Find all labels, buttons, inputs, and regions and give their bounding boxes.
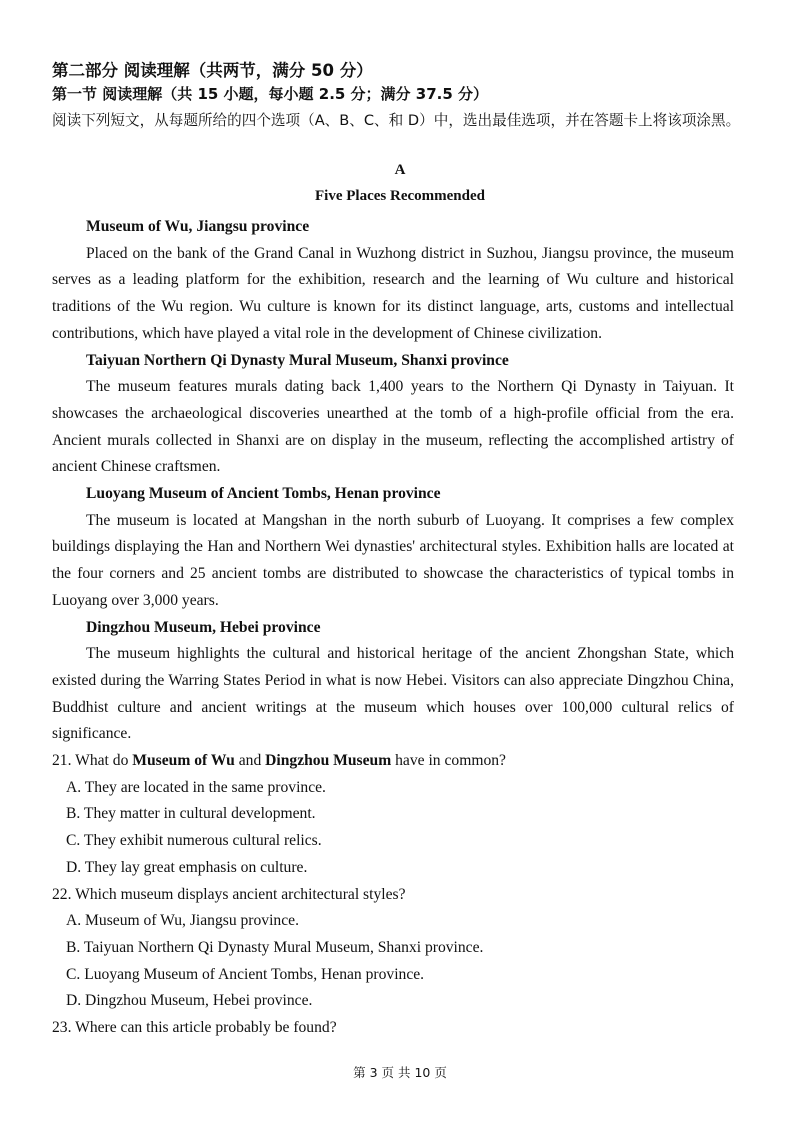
passage-body (52, 214, 734, 1042)
question-22-option-c: C. Luoyang Museum of Ancient Tombs, Henan province. (66, 965, 425, 983)
part-title: 第二部分 阅读理解（共两节，满分 50 分） (52, 61, 373, 80)
question-21-option-b: B. They matter in cultural development. (66, 805, 316, 823)
question-21-stem (52, 748, 734, 775)
passage-letter: A (394, 162, 406, 178)
museum-heading-luoyang: Luoyang Museum of Ancient Tombs, Henan province (86, 485, 441, 503)
question-21-option-c: C. They exhibit numerous cultural relics. (66, 832, 322, 850)
question-21-option-a: A. They are located in the same province. (66, 778, 326, 796)
q21-stem-bold-2: Dingzhou Museum (265, 752, 392, 770)
question-22-option-a: A. Museum of Wu, Jiangsu province. (66, 912, 299, 930)
museum-text-taiyuan: The museum features murals dating back 1,400 years to the Northern Qi Dynasty in Taiyuan. It showcases the archaeological discoveries unearthed at the tomb of a high-profile official from the era. Ancient murals collected in Shanxi are on display in the museum, reflecting the accomplished artistry of ancient Chinese craftsmen. (52, 378, 734, 476)
passage-title: Five Places Recommended (315, 188, 485, 204)
question-22-stem: 22. Which museum displays ancient architectural styles? (52, 885, 406, 903)
q21-stem-suffix: have in common? (391, 752, 506, 770)
question-23-stem: 23. Where can this article probably be found? (52, 1019, 337, 1037)
museum-heading-dingzhou: Dingzhou Museum, Hebei province (86, 618, 321, 636)
museum-heading-taiyuan: Taiyuan Northern Qi Dynasty Mural Museum, Shanxi province (86, 351, 509, 369)
question-22-option-d: D. Dingzhou Museum, Hebei province. (66, 992, 313, 1010)
museum-text-dingzhou: The museum highlights the cultural and historical heritage of the ancient Zhongshan State, which existed during the Warring States Period in what is now Hebei. Visitors can also appreciate Dingzhou China, Buddhist culture and ancient writings at the museum which houses over 100,000 cultural relics of significance. (52, 645, 734, 743)
question-21-option-d: D. They lay great emphasis on culture. (66, 858, 308, 876)
q21-stem-and: and (234, 752, 266, 770)
museum-heading-wu: Museum of Wu, Jiangsu province (86, 218, 310, 235)
q21-stem-bold-1: Museum of Wu (132, 752, 235, 770)
museum-text-luoyang: The museum is located at Mangshan in the north suburb of Luoyang. It comprises a few complex buildings displaying the Han and Northern Wei dynasties' architectural styles. Exhibition halls are located at the four corners and 25 ancient tombs are distributed to showcase the characteristics of typical tombs in Luoyang over 3,000 years. (52, 511, 734, 609)
museum-text-wu: Placed on the bank of the Grand Canal in Wuzhong district in Suzhou, Jiangsu province, the museum serves as a leading platform for the exhibition, research and the learning of Wu culture and historical traditions of the Wu region. Wu culture is known for its distinct language, arts, customs and intellectual contributions, which have played a vital role in the development of Chinese civilization. (52, 244, 734, 342)
page-number: 第 3 页 共 10 页 (353, 1065, 447, 1080)
q21-stem-prefix: 21. What do (52, 752, 133, 770)
question-22-option-b: B. Taiyuan Northern Qi Dynasty Mural Museum, Shanxi province. (66, 938, 484, 956)
instructions: 阅读下列短文，从每题所给的四个选项（A、B、C、和 D）中，选出最佳选项，并在答题卡上将该项涂黑。 (52, 112, 741, 129)
section-title: 第一节 阅读理解（共 15 小题，每小题 2.5 分；满分 37.5 分） (52, 85, 489, 103)
